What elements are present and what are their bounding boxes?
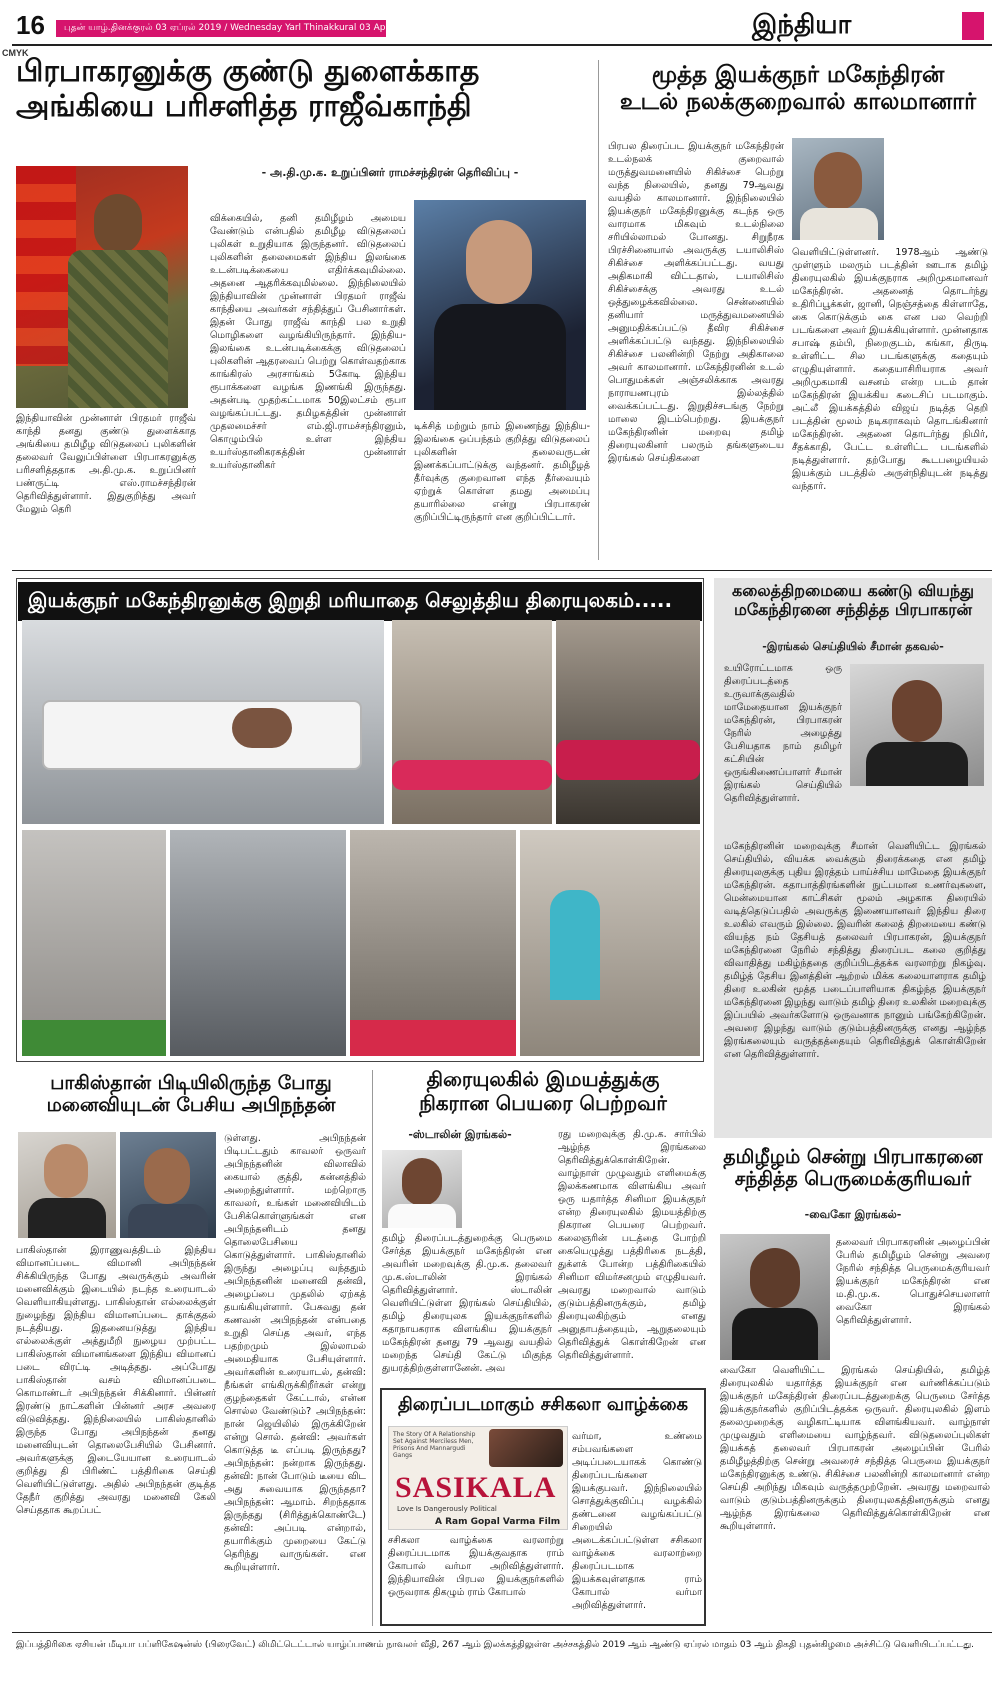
mahendran-headline-line2: உடல் நலக்குறைவால் காலமானார் [619, 89, 977, 116]
page-number: 16 [16, 10, 45, 40]
seeman-headline-line2: மகேந்திரனை சந்தித்த பிரபாகரன் [733, 599, 973, 619]
column-rule [598, 60, 599, 560]
section-title: இந்தியா [752, 10, 852, 40]
abhinandan-headline [16, 1072, 366, 1117]
footer-rule [12, 1632, 992, 1633]
masthead-rule [12, 44, 992, 46]
poster-credit: A Ram Gopal Varma Film [435, 1517, 561, 1527]
prabhakaran-photo [16, 166, 188, 408]
mahendran-body-col1: பிரபல திரைப்பட இயக்குநர் மகேந்திரன் உடல்நலக் குறைவால் மருத்துவமனையில் சிகிச்சை பெற்று வந்த நிலையில், தனது 79ஆவது வயதில் காலமானார். இந்நிலையில் இயக்குநர் மகேந்திரனுக்கு கடந்த ஒரு வாரமாக மிகவும் உடல்நிலை சரியில்லாமல் போனது. சிறுநீரக பிரச்சினையால் அவருக்கு டயாலிசிஸ் சிகிச்சை அளிக்கப்பட்டது. வயது அதிகமாகி விட்டதால், டயாலிசிஸ் சிகிச்சைக்கு அவரது உடல் ஒத்துழைக்கவில்லை. சென்னையில் தனியார் மருத்துவமனையில் அனுமதிக்கப்பட்டு தீவிர சிகிச்சை அளிக்கப்பட்டு வந்தது. இந்நிலையில் சிகிச்சை பலனின்றி நேற்று அதிகாலை அவர் காலமானார். மகேந்திரனின் உடல் பொதுமக்கள் அஞ்சலிக்காக அவரது நாராயணபுரம் இல்லத்தில் வைக்கப்பட்டது. இறுதிச்சடங்கு நேற்று மாலை இடம்பெற்றது. இயக்குநர் மகேந்திரனின் மறைவு தமிழ் திரையுலகினர் பலரும் தங்களுடைய இரங்கல் செய்திகளை [608, 141, 784, 464]
rajiv-byline: - அ.தி.மு.க. உறுப்பினர் ராமச்சந்திரன் தெரிவிப்பு - [261, 166, 519, 179]
poster-subtitle: Love Is Dangerously Political [397, 1505, 497, 1513]
poster-portrait [489, 1429, 563, 1467]
column-rule [372, 1070, 373, 1626]
rajiv-gandhi-photo [414, 200, 586, 410]
stalin-body-intro [466, 1152, 552, 1218]
seeman-body: மகேந்திரனின் மறைவுக்கு சீமான் வெளியிட்ட இரங்கல் செய்தியில், வியக்க வைக்கும் திரைக்கதை என தமிழ் திரையுலகுக்கு புதிய இரத்தம் பாய்ச்சிய மாமேதை இயக்குநர் மகேந்திரன். கதாபாத்திரங்களின் நுட்பமான உணர்வுகளை, மென்மையான காட்சிகள் மூலம் அழகாக திரையில் வடித்தெடுப்பதில் அவருக்கு இணையானவர் இந்திய திரை உலகில் எவரும் இல்லை. இவரின் கலைத் திறமையை கண்டு வியந்த நம் தேசியத் தலைவர் பிரபாகரன், இயக்குநர் மகேந்திரனை நேரில் சந்தித்து திரைப்பட கலை குறித்து விவாதித்து மகிழ்ந்ததை குறிப்பிடத்தக்க வரலாற்று நிகழ்வு. தமிழ்த் தேசிய இனத்தின் ஆற்றல் மிக்க கலையாளராக தமிழ் திரை உலகின் மூத்த படைப்பாளியாக திகழ்ந்த இயக்குநர் மகேந்திரனை இழந்து வாடும் தமிழ் திரை உலகின் மறைவுக்கு இப்பயில் அவர்களோடு ஒருவனாக நானும் பங்கேற்கிறேன். அவரை இழந்து வாடும் குடும்பத்தினருக்கு எனது ஆழ்ந்த இரங்கலையும் வருத்தத்தையும் தெரிவித்துக் கொள்கிறேன் என தெரிவித்துள்ளார். [724, 841, 986, 1060]
abhinandan-body-col1: பாகிஸ்தான் இராணுவத்திடம் இந்திய விமானப்படை விமானி அபிநந்தன் சிக்கியிருந்த போது அவருக்கும் அவரின் மனைவிக்கும் இடையில் நடந்த உரையாடல் வெளியாகியுள்ளது. பாகிஸ்தான் எல்லைக்குள் நுழைந்து இந்திய விமானப்படை தாக்குதல் நடத்தியது. இதனையடுத்து இந்திய எல்லைக்குள் அத்துமீறி நுழைய முற்பட்ட பாகிஸ்தான் விமானங்களை இந்திய விமானப் படை விரட்டி அடித்தது. அப்போது பாகிஸ்தான் வசம் விமானப்படை கொமாண்டர் அபிநந்தன் சிக்கினார். பின்னர் இரண்டு நாட்களின் பின்னர் அரச அவரை விடுவித்தது. இந்நிலையில் பாகிஸ்தானில் இருந்த போது அபிநந்தன் தனது மனைவியுடன் தொலைபேசியில் பேசினார். அவர்களுக்கு இடையேயான உரையாடல் குறித்து தி பிரிண்ட் பத்திரிகை செய்தி வெளியிட்டுள்ளது. அதில் அபிநந்தன் குடித்த தேநீர் குறித்து அவரது மனைவி கேலி செய்ததாக கூறப்பட் [16, 1245, 216, 1516]
mahendran-photo [792, 138, 884, 240]
cmyk-marks: CMYK [2, 48, 29, 58]
vaiko-headline [714, 1146, 992, 1191]
stalin-photo [382, 1150, 462, 1228]
stalin-headline-line2: நிகரான பெயரை பெற்றவர் [419, 1090, 667, 1115]
rajiv-body-col3: டிக்சித் மற்றும் நாம் இணைந்து இந்திய- இலங்கை ஒப்பந்தம் குறித்து விடுதலைப் புலிகளின் தலைவருடன் இணக்கப்பாட்டுக்கு வந்தனர். தமிழீழத் தீர்வுக்கு குறைவான எந்த தீர்வையும் ஏற்றுக் கொள்ள தமது அமைப்பு தயாரில்லை என்று பிரபாகரன் குறிப்பிட்டிருந்தார் என குறிப்பிட்டார். [414, 421, 590, 523]
mahendran-headline-line1: மூத்த இயக்குநர் மகேந்திரன் [651, 62, 945, 88]
seeman-photo [850, 664, 984, 786]
sasikala-body-col1: சசிகலா வாழ்க்கை வரலாற்று திரைப்படமாக இயக்குவதாக ராம் கோபால் வர்மா அறிவித்துள்ளார். இந்தியாவின் பிரபல இயக்குநர்களில் ஒருவராக திகழும் ராம் கோபால் [388, 1535, 564, 1598]
seeman-byline: -இரங்கல் செய்தியில் சீமான் தகவல்- [762, 640, 944, 653]
stalin-headline-line1: திரையுலகில் இமயத்துக்கு [426, 1067, 660, 1091]
vaiko-body: வைகோ வெளியிட்ட இரங்கல் செய்தியில், தமிழ்த் திரையுலகில் யதார்த்த இயக்குநர் என வர்ணிக்கப்படும் இயக்குநர் மகேந்திரன் திரைப்படத்துறைக்கு பெருமை சேர்த்த இயக்குநர்களில் குறிப்பிடத்தக்க ஒருவர். திரையுலகில் இளம் தலைமுறைக்கு வழிகாட்டியாக விளங்கியவர். வாழ்நாள் முழுவதும் எளிமையை வாழ்ந்தவர். விடுதலைப்புலிகள் இயக்கத் தலைவர் பிரபாகரன் அழைப்பின் பேரில் தமிழீழத்திற்கு சென்று அவரைச் சந்தித்த பெருமை இயக்குநர் மகேந்திரனுக்கு உண்டு. சிகிச்சை பலனின்றி காலமானார் என்ற செய்தி அறிந்து மிகவும் வருத்தமுற்றேன். அவரது மறைவால் வாடும் குடும்பத்தினருக்கும் திரையுலகத்தினருக்கும் எனது ஆழ்ந்த இரங்கலை தெரிவித்துக்கொள்கிறேன் என கூறியுள்ளார். [720, 1365, 990, 1532]
rajiv-headline-line1: பிரபாகரனுக்கு குண்டு துளைக்காத [16, 54, 480, 89]
stalin-byline: -ஸ்டாலின் இரங்கல்- [408, 1128, 512, 1141]
sasikala-poster [388, 1426, 568, 1530]
dateline: புதன் யாழ்.தினக்குரல் 03 ஏப்ரல் 2019 / Wednesday Yarl Thinakkural 03 April 2019 [56, 20, 386, 37]
rajiv-body-col1: இந்தியாவின் முன்னாள் பிரதமர் ராஜீவ் காந்தி தனது குண்டு துளைக்காத அங்கியை தமிழீழ விடுதலைப் புலிகளின் தலைவர் வேலுப்பிள்ளை பிரபாகரனுக்கு பரிசளித்ததாக அ.தி.மு.க. உறுப்பினர் பண்ருட்டி எஸ்.ராமச்சந்திரன் தெரிவித்துள்ளார். இதுகுறித்து அவர் மேலும் தெரி [16, 413, 196, 515]
spread-photo-radhika [520, 830, 700, 1056]
mahendran-body-col2: வெளியிட்டுள்ளனர். 1978ஆம் ஆண்டு முள்ளும் மலரும் படத்தின் ஊடாக தமிழ் திரையுலகில் இயக்குநராக அறிமுகமானவர் மகேந்திரன். அதனைத் தொடர்ந்து உதிரிப்பூக்கள், ஜானி, நெஞ்சத்தை கிள்ளாதே, கை கொடுக்கும் கை என பல வெற்றி படங்களை அவர் இயக்கியுள்ளார். முன்னதாக சபாஷ் தம்பி, நிறைகுடம், கங்கா, திருடி உள்ளிட்ட சில படங்களுக்கு கதையும் எழுதியுள்ளார். கதையாசிரியராக அவர் அறிமுகமாகி வசனம் என்ற படம் தான் மகேந்திரன் இயக்கிய கடைசிப் படமாகும். அட்லீ இயக்கத்தில் விஜய் நடித்த தெறி படத்தின் மூலம் நடிகராகவும் தொடங்கினார் மகேந்திரன். அதனை தொடர்ந்து நிமிர், சீதக்காதி, பேட்ட உள்ளிட்ட படங்களில் நடித்துள்ளார். தற்போது கூடபழையியல் இயக்கும் படத்தில் அருள்நிதியுடன் நடித்து வந்தார். [792, 247, 988, 492]
seeman-headline-line1: கலைத்திறமையை கண்டு வியந்து [731, 581, 975, 600]
rajiv-body-col2: விக்கையில், தனி தமிழீழம் அமைய வேண்டும் என்பதில் தமிழீழ விடுதலைப் புலிகள் உறுதியாக இருந்தனர். விடுதலைப் புலிகளின் தலைமைகள் இந்திய இலங்கை உடன்படிக்கையை எதிர்க்கவுமில்லை. அதனை ஆதரிக்கவுமில்லை. இந்நிலையில் இந்தியாவின் முன்னாள் பிரதமர் ராஜீவ் காந்தியை அவர்கள் சந்தித்துப் பேசினார்கள். இதன் போது ராஜீவ் காந்தி பல உறுதி மொழிகளை வழங்கியிருந்தார். இந்திய- இலங்கை உடன்படிக்கைக்கு விடுதலைப் புலிகளின் ஆதரவைப் பெற்று கொள்வதற்காக காங்கிரஸ் அரசாங்கம் 5கோடி இந்திய ரூபாக்களை வழங்க இணங்கி இருந்தது. அதன்படி முதற்கட்டமாக 50இலட்சம் ரூபா வழங்கப்பட்டது. தமிழகத்தின் முன்னாள் முதலமைச்சர் எம்.ஜி.ராமச்சந்திரனும், கொழும்பில் உள்ள இந்திய உயர்ஸ்தானிகரகத்தின் முன்னாள் உயர்ஸ்தானிகர் [210, 213, 406, 471]
publication-logo-icon [962, 12, 984, 40]
mahendran-headline [606, 62, 990, 116]
abhinandan-headline-line1: பாகிஸ்தான் பிடியிலிருந்த போது [50, 1072, 332, 1094]
abhinandan-body-col2: டுள்ளது. அபிநந்தன் பிடிபட்டதும் காவலர் ஒருவர் அபிநந்தனின் விலாவில் கையால் குத்தி, கன்னத்தில் அறைந்துள்ளார். மற்றொரு காவலர், உங்கள் மனைவியிடம் பேசிக்கொள்ளுங்கள் என அபிநந்தனிடம் தனது தொலைபேசியை கொடுத்துள்ளார். பாகிஸ்தானில் இருந்து அழைப்பு வந்ததும் அபிநந்தனின் மனைவி தன்வி, அழைப்பை முதலில் ஏற்கத் தயங்கியுள்ளார். பேசுவது தன் கணவன் அபிநந்தன் என்பதை உறுதி செய்த அவர், எந்த பதற்றமும் இல்லாமல் அமைதியாக பேசியுள்ளார். அவர்களின் உரையாடல், தன்வி: நீங்கள் எங்கிருக்கிறீர்கள் என்று குழந்தைகள் கேட்டால், என்ன சொல்ல வேண்டும்? அபிநந்தன்: நான் ஜெயிலில் இருக்கிறேன் என்று சொல். தன்வி: அவர்கள் கொடுத்த டீ எப்படி இருந்தது? அபிநந்தன்: நன்றாக இருந்தது. தன்வி: நான் போடும் டீயை விட அது சுவையாக இருந்ததா? அபிநந்தன்: ஆமாம். சிறந்ததாக இருந்தது (சிரித்துக்கொண்டே) தன்வி: அப்படி என்றால், தயாரிக்கும் முறையை கேட்டு தெரிந்து வாருங்கள். என கூறியுள்ளார். [224, 1133, 366, 1573]
vaiko-headline-line2: சந்தித்த பெருமைக்குரியவர் [734, 1168, 972, 1191]
stalin-headline [380, 1068, 706, 1115]
tanvi-photo [18, 1132, 116, 1238]
vaiko-byline: -வைகோ இரங்கல்- [804, 1208, 902, 1221]
vaiko-body-intro: தலைவர் பிரபாகரனின் அழைப்பின் பேரில் தமிழீழம் சென்று அவரை நேரில் சந்தித்த பெருமைக்குரியவர் இயக்குநர் மகேந்திரன் என ம.தி.மு.க. பொதுச்செயலாளர் வைகோ இரங்கல் தெரிவித்துள்ளார். [836, 1237, 990, 1326]
poster-tagline: The Story Of A Relationship Set Against Merciless Men, Prisons And Mannargudi Gangs [393, 1431, 476, 1459]
spread-photo-udhayanidhi [350, 830, 516, 1056]
sasikala-headline: திரைப்படமாகும் சசிகலா வாழ்க்கை [397, 1394, 689, 1415]
imprint-line: இப்பத்திரிகை ஏசியன் மீடியா பப்ளிகேஷன்ஸ் (பிரைவேட்) லிமிட்டெட்டால் யாழ்ப்பாணம் நாவலர் வீதி, 267 ஆம் இலக்கத்திலுள்ள அச்சகத்தில் 2019 ஆம் ஆண்டு ஏப்ரல் மாதம் 03 ஆம் திகதி புதன்கிழமை அச்சிட்டு வெளியிடப்பட்டது. [16, 1640, 975, 1650]
rajiv-headline-line2: அங்கியை பரிசளித்த ராஜீவ்காந்தி [16, 89, 472, 125]
spread-photo-ilaiyaraaja [392, 620, 552, 824]
rajiv-headline [16, 54, 576, 125]
poster-title: SASIKALA [395, 1471, 557, 1504]
section-rule [12, 570, 992, 571]
spread-photo-vairamuthu [22, 830, 166, 1056]
spread-photo-mourners [556, 620, 700, 824]
abhinandan-photo [120, 1132, 216, 1238]
spread-photo-rajinikanth [170, 830, 346, 1056]
abhinandan-headline-line2: மனைவியுடன் பேசிய அபிநந்தன் [46, 1094, 336, 1117]
photo-spread-banner: இயக்குநர் மகேந்திரனுக்கு இறுதி மரியாதை செலுத்திய திரையுலகம்..... [18, 582, 702, 621]
seeman-headline [718, 582, 988, 620]
stalin-body-col1: தமிழ் திரைப்படத்துறைக்கு பெருமை சேர்த்த இயக்குநர் மகேந்திரன் என அவரின் மறைவுக்கு தி.மு.க. தலைவர் மு.க.ஸ்டாலின் இரங்கல் தெரிவித்துள்ளார். ஸ்டாலின் வெளியிட்டுள்ள இரங்கல் செய்தியில், தமிழ் திரையுலக இயக்குநர்களில் கதாநாயகராக விளங்கிய இயக்குநர் மகேந்திரன் தனது 79 ஆவது வயதில் மறைந்த செய்தி கேட்டு மிகுந்த துயரத்திற்குள்ளானேன். அவ [382, 1233, 552, 1374]
vaiko-photo [720, 1234, 830, 1360]
seeman-body-intro: உயிரோட்டமாக ஒரு திரைப்படத்தை உருவாக்குவதில் மாமேதையான இயக்குநர் மகேந்திரன், பிரபாகரன் நேரில் அழைத்து பேசியதாக நாம் தமிழர் கட்சியின் ஒருங்கிணைப்பாளர் சீமான் இரங்கல் செய்தியில் தெரிவித்துள்ளார். [724, 663, 842, 804]
stalin-body-col2: ரது மறைவுக்கு தி.மு.க. சார்பில் ஆழ்ந்த இரங்கலை தெரிவித்துக்கொள்கிறேன். வாழ்நாள் முழுவதும் எளிமைக்கு இலக்கணமாக விளங்கிய அவர் ஒரு யதார்த்த சினிமா இயக்குநர் என்ற திரையுலகில் இமயத்திற்கு நிகரான பெயரை பெற்றவர். கலைஞரின் படத்தை போற்றி கையெழுத்து பத்திரிகை நடத்தி, துக்ளக் போன்ற பத்திரிகையில் சினிமா விமர்சனமும் எழுதியவர். அவரது மறைவால் வாடும் குடும்பத்தினருக்கும், தமிழ் திரையுலகிற்கும் எனது அனுதாபத்தையும், ஆறுதலையும் தெரிவித்துக் கொள்கிறேன் என தெரிவித்துள்ளார். [558, 1129, 706, 1361]
spread-photo-casket [22, 620, 384, 824]
sasikala-body-col2: வர்மா, உண்மை சம்பவங்களை அடிப்படையாகக் கொண்டு திரைப்படங்களை இயக்குபவர். இந்நிலையில் சொத்துக்குவிப்பு வழக்கில் தண்டனை வழங்கப்பட்டு சிறையில் அடைக்கப்பட்டுள்ள சசிகலா வாழ்க்கை வரலாற்றை திரைப்படமாக இயக்கவுள்ளதாக ராம் கோபால் வர்மா அறிவித்துள்ளார். [572, 1431, 702, 1611]
vaiko-headline-line1: தமிழீழம் சென்று பிரபாகரனை [723, 1146, 983, 1168]
